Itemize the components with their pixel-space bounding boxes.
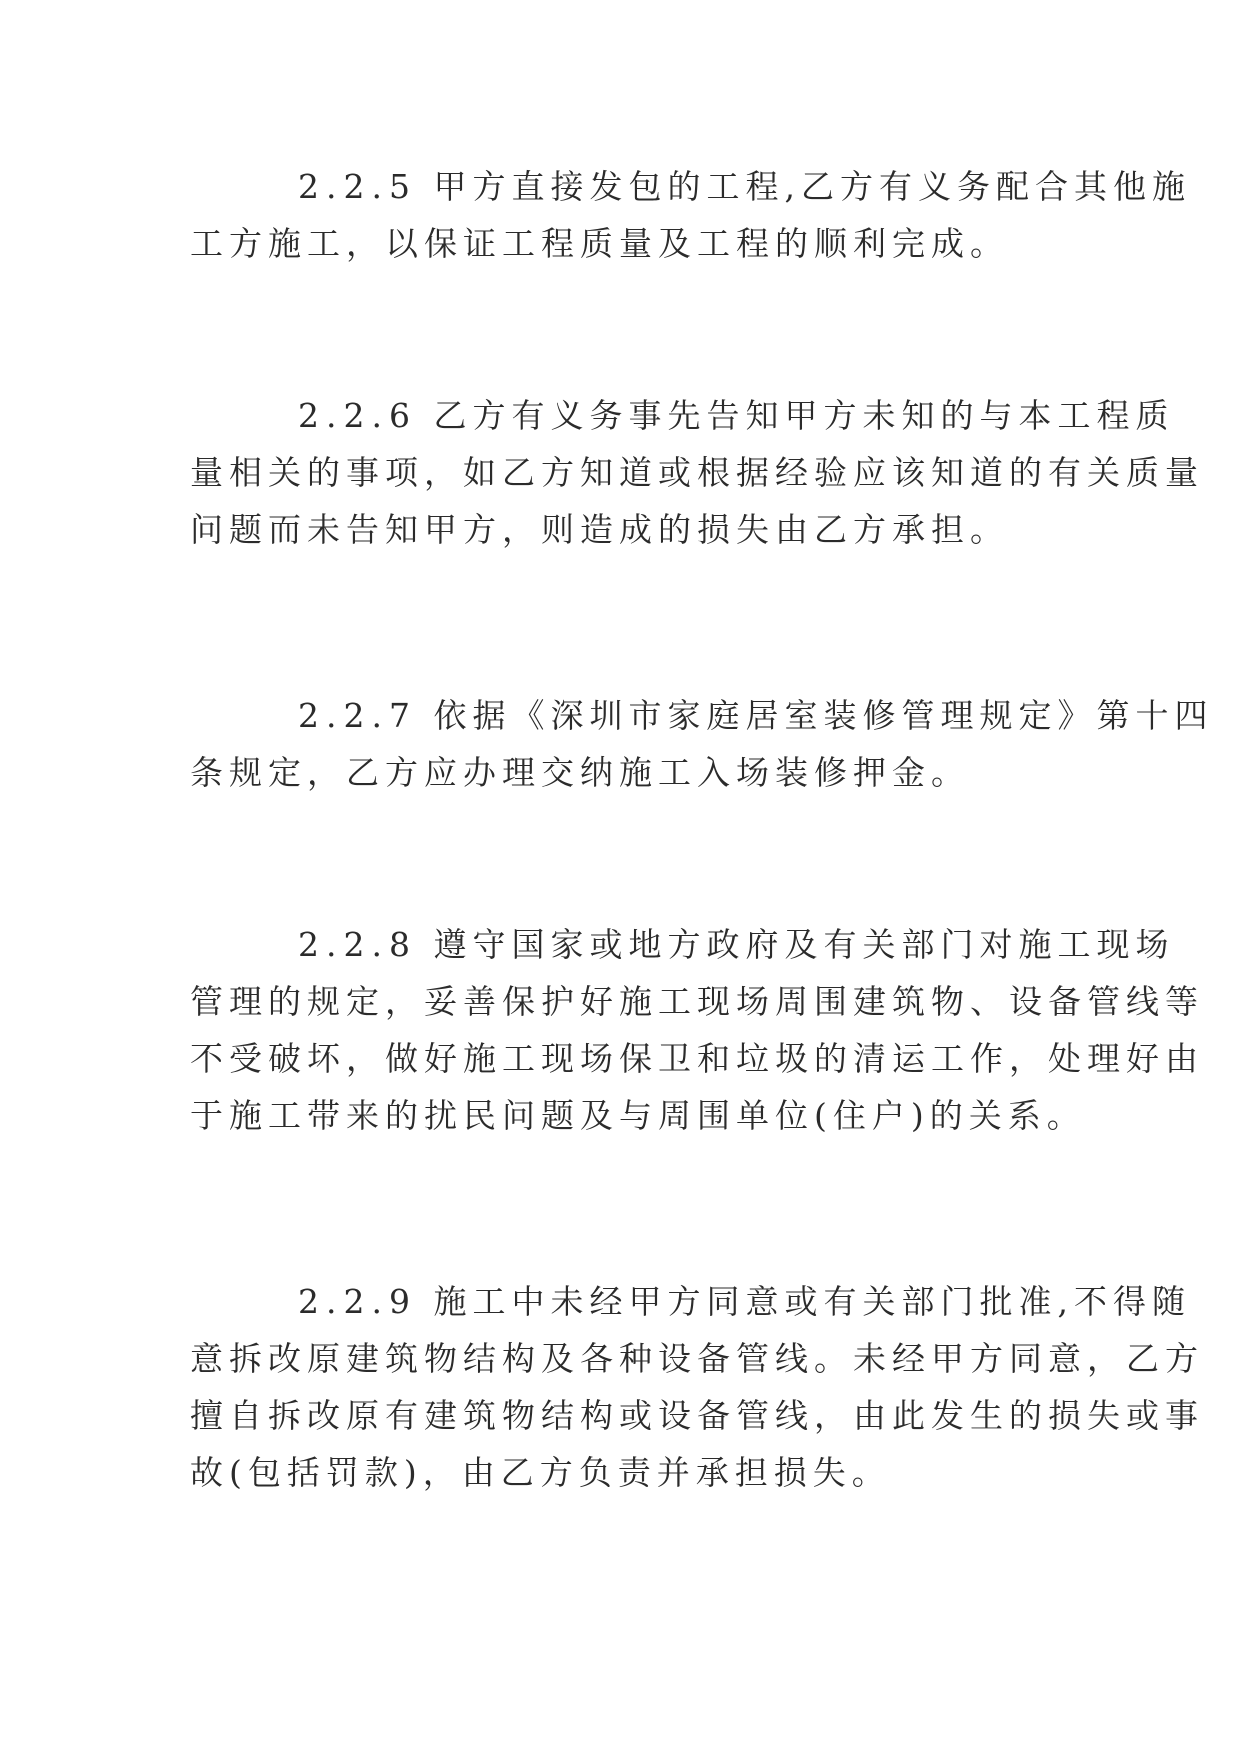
clause-2-2-9 bbox=[190, 1273, 1204, 1501]
clause-text: 条规定，乙方应办理交纳施工入场装修押金。 bbox=[190, 753, 970, 792]
clause-text: 擅自拆改原有建筑物结构或设备管线，由此发生的损失或事 bbox=[190, 1396, 1204, 1435]
clause-text: 工方施工，以保证工程质量及工程的顺利完成。 bbox=[190, 224, 1009, 263]
clause-first-line bbox=[190, 1273, 1191, 1330]
clause-number: 2.2.5 bbox=[298, 167, 417, 206]
clause-text: 不受破坏，做好施工现场保卫和垃圾的清运工作，处理好由 bbox=[190, 1039, 1204, 1078]
clause-text: 甲方直接发包的工程,乙方有义务配合其他施 bbox=[433, 167, 1191, 206]
clause-text: 故(包括罚款)，由乙方负责并承担损失。 bbox=[190, 1453, 891, 1492]
clause-2-2-6 bbox=[190, 387, 1204, 558]
clause-2-2-5 bbox=[190, 158, 1191, 272]
clause-2-2-7 bbox=[190, 687, 1214, 801]
clause-number: 2.2.7 bbox=[298, 696, 417, 735]
clause-first-line bbox=[190, 687, 1214, 744]
clause-text: 量相关的事项，如乙方知道或根据经验应该知道的有关质量 bbox=[190, 453, 1204, 492]
clause-number: 2.2.9 bbox=[298, 1282, 417, 1321]
clause-first-line bbox=[190, 916, 1175, 973]
clause-text: 意拆改原建筑物结构及各种设备管线。未经甲方同意，乙方 bbox=[190, 1339, 1204, 1378]
clause-number: 2.2.8 bbox=[298, 925, 417, 964]
clause-text: 问题而未告知甲方，则造成的损失由乙方承担。 bbox=[190, 510, 1009, 549]
clause-text: 于施工带来的扰民问题及与周围单位(住户)的关系。 bbox=[190, 1096, 1086, 1135]
clause-text: 遵守国家或地方政府及有关部门对施工现场 bbox=[433, 925, 1175, 964]
clause-number: 2.2.6 bbox=[298, 396, 417, 435]
clause-first-line bbox=[190, 387, 1175, 444]
clause-text: 管理的规定，妥善保护好施工现场周围建筑物、设备管线等 bbox=[190, 982, 1204, 1021]
clause-text: 乙方有义务事先告知甲方未知的与本工程质 bbox=[433, 396, 1175, 435]
clause-text: 依据《深圳市家庭居室装修管理规定》第十四 bbox=[433, 696, 1214, 735]
clause-first-line bbox=[190, 158, 1191, 215]
clause-text: 施工中未经甲方同意或有关部门批准,不得随 bbox=[433, 1282, 1191, 1321]
clause-2-2-8 bbox=[190, 916, 1204, 1144]
